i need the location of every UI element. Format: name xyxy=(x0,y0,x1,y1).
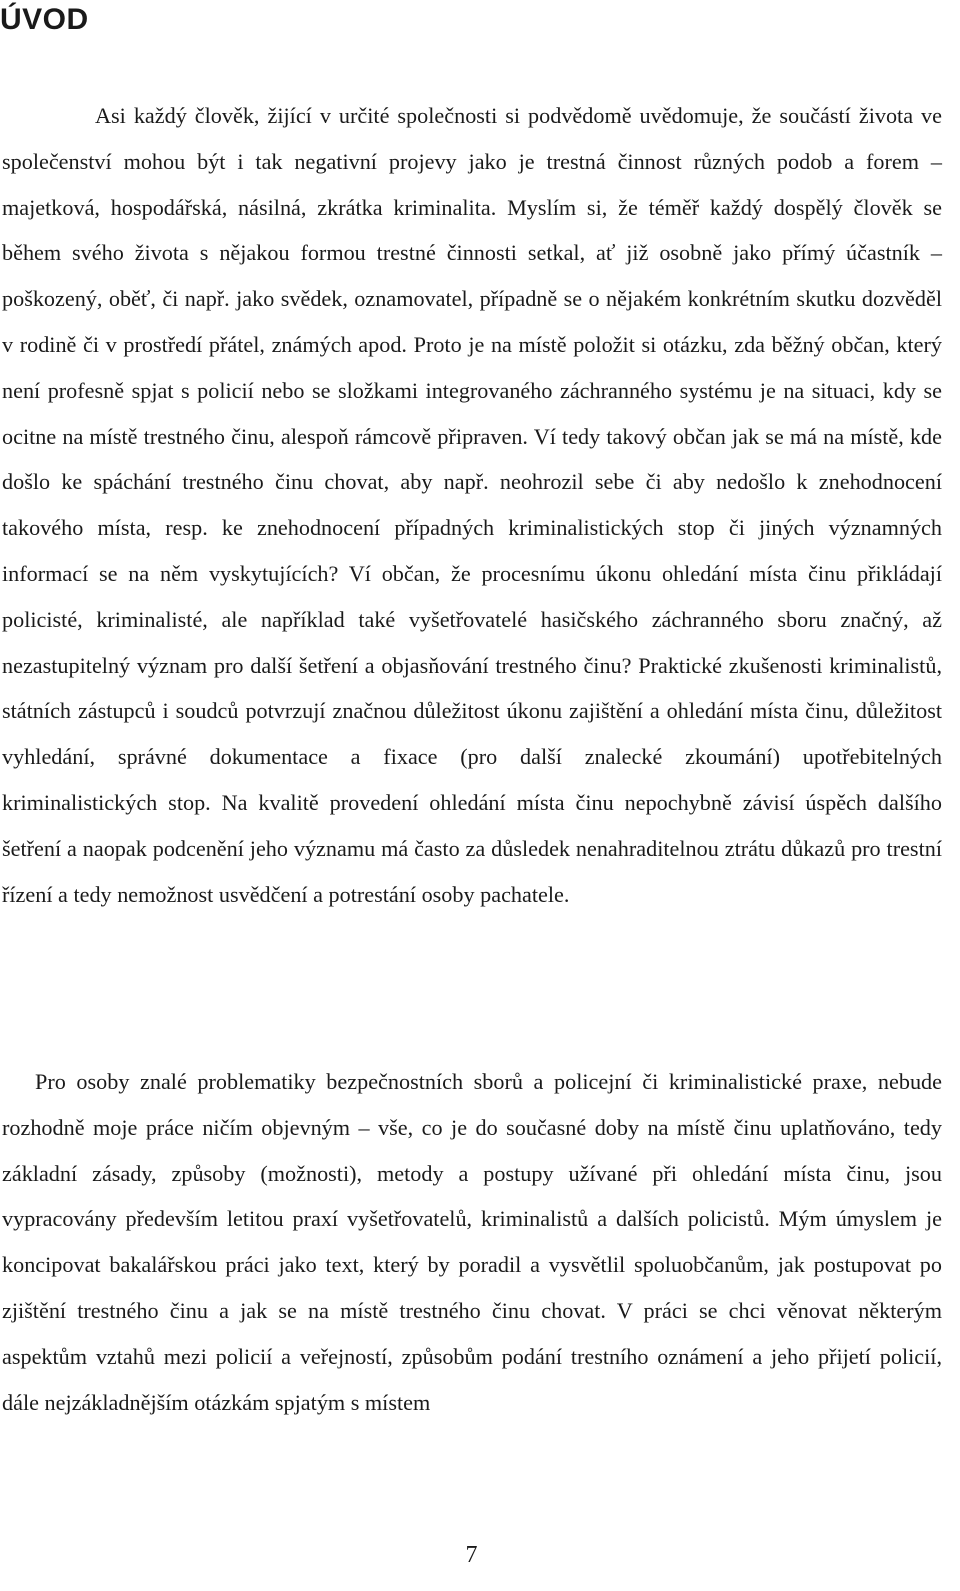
page-number: 7 xyxy=(465,1542,478,1568)
body-paragraph-1: Asi každý člověk, žijící v určité společnosti si podvědomě uvědomuje, že součástí života ve společenství mohou být i tak negativní projevy jako je trestná činnost různých podob a forem – majetková, hospodářská, násilná, zkrátka kriminalita. Myslím si, že téměř každý dospělý člověk se během svého života s nějakou formou trestné činnosti setkal, ať již osobně jako přímý účastník – poškozený, oběť, či např. jako svědek, oznamovatel, případně se o nějakém konkrétním skutku dozvěděl v rodině či v prostředí přátel, známých apod. Proto je na místě položit si otázku, zda běžný občan, který není profesně spjat s policií nebo se složkami integrovaného záchranného systému je na situaci, kdy se ocitne na místě trestného činu, alespoň rámcově připraven. Ví tedy takový občan jak se má na místě, kde došlo ke spáchání trestného činu chovat, aby např. neohrozil sebe či aby nedošlo k znehodnocení takového místa, resp. ke znehodnocení případných kriminalistických stop či jiných významných informací se na něm vyskytujících? Ví občan, že procesnímu úkonu ohledání místa činu přikládají policisté, kriminalisté, ale například také vyšetřovatelé hasičského záchranného sboru značný, až nezastupitelný význam pro další šetření a objasňování trestného činu? Praktické zkušenosti kriminalistů, státních zástupců i soudců potvrzují značnou důležitost úkonu zajištění a ohledání místa činu, důležitost vyhledání, správné dokumentace a fixace (pro další znalecké zkoumání) upotřebitelných kriminalistických stop. Na kvalitě provedení ohledání místa činu nepochybně závisí úspěch dalšího šetření a naopak podcenění jeho významu má často za důsledek nenahraditelnou ztrátu důkazů pro trestní řízení a tedy nemožnost usvědčení a potrestání osoby pachatele. xyxy=(2,103,942,907)
section-heading: ÚVOD xyxy=(0,3,89,36)
body-paragraph-2: Pro osoby znalé problematiky bezpečnostních sborů a policejní či kriminalistické praxe, nebude rozhodně moje práce ničím objevným – vše, co je do současné doby na místě činu uplatňováno, tedy základní zásady, způsoby (možnosti), metody a postupy užívané při ohledání místa činu, jsou vypracovány především letitou praxí vyšetřovatelů, kriminalistů a dalších policistů. Mým úmyslem je koncipovat bakalářskou práci jako text, který by poradil a vysvětlil spoluobčanům, jak postupovat po zjištění trestného činu a jak se na místě trestného činu chovat. V práci se chci věnovat některým aspektům vztahů mezi policií a veřejností, způsobům podání trestního oznámení a jeho přijetí policií, dále nejzákladnějším otázkám spjatým s místem xyxy=(2,1069,942,1415)
